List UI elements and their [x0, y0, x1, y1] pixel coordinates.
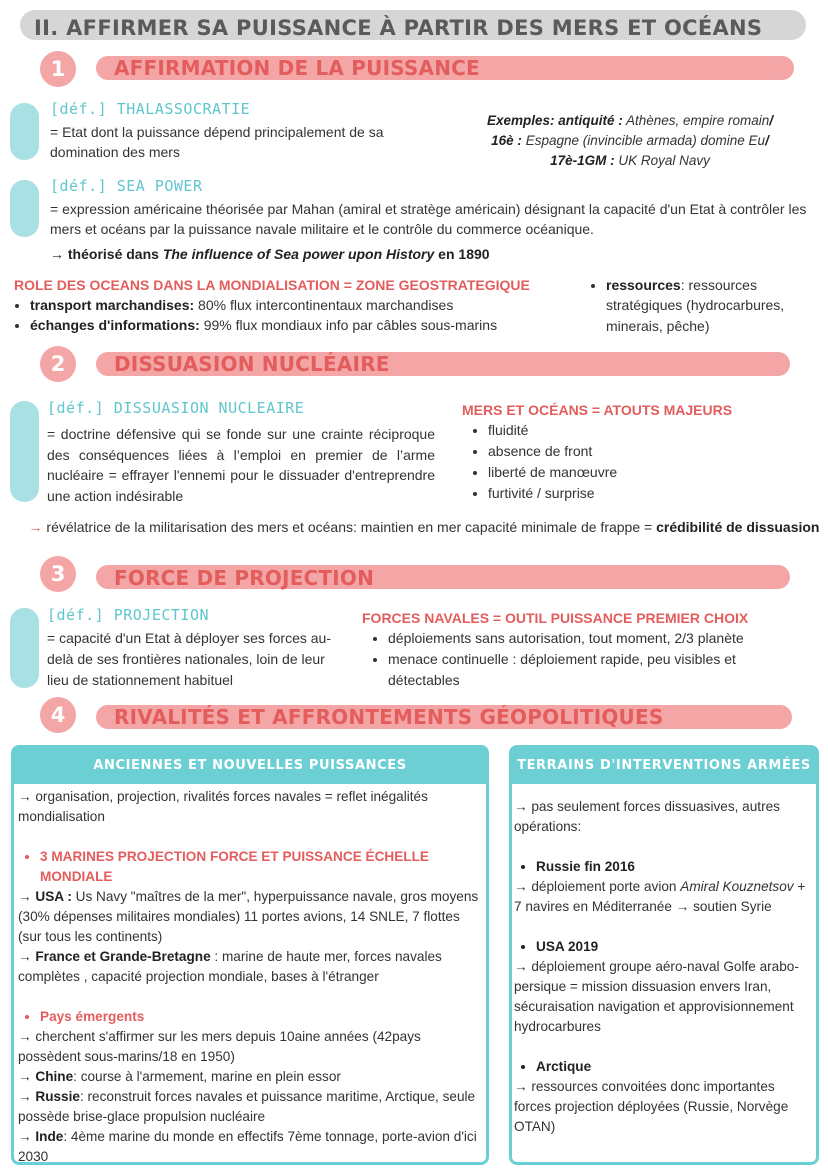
- interventions-box-body: [514, 797, 814, 1137]
- examples-separator: /: [769, 113, 774, 128]
- emergents-heading-list: [18, 1007, 484, 1027]
- examples-separator: /: [765, 133, 769, 148]
- list-item: • ressources: ressources stratégiques (hydrocarbures, minerais, pêche): [606, 275, 818, 336]
- forces-navales-list: [370, 628, 810, 691]
- dissuasion-definition: = doctrine défensive qui se fonde sur une crainte réciproque des conséquences liées à l’emploi en premier de l’arme nucléaire = effrayer l'ennemi pour le dissuader d'entreprendre une action indésirable: [47, 426, 435, 504]
- puissances-box-header: ANCIENNES ET NOUVELLES PUISSANCES: [14, 748, 486, 784]
- dissuasion-note-bold: crédibilité de dissuasion: [656, 519, 820, 535]
- sea-power-definition: = expression américaine théorisée par Mahan (amiral et stratège américain) désignant la capacité d'un Etat à contrôler les mers et océans par la puissance navale militaire et le contrôle du commerce océanique.: [50, 201, 807, 238]
- section-1-number: 1: [40, 51, 76, 87]
- puissances-box-body: [18, 787, 484, 1167]
- main-title-bar: [20, 10, 806, 40]
- theory-prefix: → théorisé dans: [50, 246, 163, 262]
- definition-pill: [10, 103, 39, 160]
- list-item: • furtivité / surprise: [488, 483, 810, 504]
- theory-book: The influence of Sea power upon History: [162, 246, 435, 262]
- chine-entry: → Chine: course à l'armement, marine en plein essor: [18, 1069, 341, 1084]
- examples-16: Espagne (invincible armada) domine Eu: [521, 133, 766, 148]
- marines-heading-list: [18, 847, 484, 887]
- emergents-entry: → cherchent s'affirmer sur les mers depuis 10aine années (42pays possèdent sous-marins/18 en 1950): [18, 1029, 421, 1064]
- examples-block: [440, 111, 820, 171]
- arctique-entry: → ressources convoitées donc importantes forces projection déployées (Russie, Norvège OTAN): [514, 1079, 789, 1134]
- dissuasion-label: [déf.] DISSUASION NUCLEAIRE: [47, 399, 305, 417]
- projection-definition: = capacité d'un Etat à déployer ses forces au-delà de ses frontières nationales, loin de leur lieu de stationnement habituel: [47, 630, 332, 688]
- list-item: • Russie fin 2016: [536, 857, 814, 877]
- theory-year: en 1890: [434, 246, 490, 262]
- definition-pill: [10, 401, 39, 502]
- section-4-number: 4: [40, 697, 76, 733]
- list-item: • déploiements sans autorisation, tout moment, 2/3 planète: [388, 628, 810, 649]
- list-item: • menace continuelle : déploiement rapide, peu visibles et détectables: [388, 649, 810, 691]
- usa-entry: → USA : Us Navy "maîtres de la mer", hyperpuissance navale, gros moyens (30% dépenses militaires mondiales) 11 portes avions, 14 SNLE, 7 flottes (sur tous les continents): [18, 889, 479, 944]
- list-item: • transport marchandises: 80% flux intercontinentaux marchandises: [30, 295, 582, 315]
- role-oceans-list: [12, 295, 582, 336]
- atouts-list: [470, 420, 810, 504]
- definition-pill: [10, 608, 39, 688]
- usa-2019-entry: → déploiement groupe aéro-naval Golfe arabo-persique = mission dissuasion envers Iran, sécuraisation navigation et approvisionnement hydrocarbures: [514, 959, 799, 1034]
- section-4-title: RIVALITÉS ET AFFRONTEMENTS GÉOPOLITIQUES: [114, 705, 664, 729]
- list-item: • 3 MARINES PROJECTION FORCE ET PUISSANCE ÉCHELLE MONDIALE: [40, 847, 484, 887]
- thalassocratie-label: [déf.] THALASSOCRATIE: [50, 100, 251, 118]
- resources-list: [588, 275, 818, 336]
- definition-pill: [10, 180, 39, 237]
- section-2-number: 2: [40, 346, 76, 382]
- examples-16-label: 16è :: [491, 133, 522, 148]
- list-item: • Arctique: [536, 1057, 814, 1077]
- list-item: • USA 2019: [536, 937, 814, 957]
- forces-navales-heading: FORCES NAVALES = OUTIL PUISSANCE PREMIER CHOIX: [362, 610, 749, 626]
- sea-power-theory: [50, 244, 490, 264]
- projection-label: [déf.] PROJECTION: [47, 606, 210, 624]
- list-item: • Pays émergents: [40, 1007, 484, 1027]
- france-uk-entry: → France et Grande-Bretagne : marine de haute mer, forces navales complètes , capacité projection mondiale, bases à l'étranger: [18, 949, 442, 984]
- atouts-heading: MERS ET OCÉANS = ATOUTS MAJEURS: [462, 402, 733, 418]
- inde-entry: → Inde: 4ème marine du monde en effectifs 7ème tonnage, porte-avion d'ici 2030: [18, 1129, 477, 1164]
- dissuasion-note-text: révélatrice de la militarisation des mers et océans: maintien en mer capacité minimale de frappe =: [42, 519, 657, 535]
- list-item: • fluidité: [488, 420, 810, 441]
- interventions-intro: → pas seulement forces dissuasives, autres opérations:: [514, 799, 780, 834]
- list-item: • liberté de manœuvre: [488, 462, 810, 483]
- russie-entry: → Russie: reconstruit forces navales et puissance maritime, Arctique, seule possède brise-glace propulsion nucléaire: [18, 1089, 476, 1124]
- examples-antiquity: Athènes, empire romain: [622, 113, 770, 128]
- list-item: • échanges d'informations: 99% flux mondiaux info par câbles sous-marins: [30, 315, 582, 335]
- role-oceans-heading: ROLE DES OCEANS DANS LA MONDIALISATION = ZONE GEOSTRATEGIQUE: [14, 277, 530, 293]
- thalassocratie-definition: = Etat dont la puissance dépend principalement de sa domination des mers: [50, 124, 384, 161]
- main-title: II. AFFIRMER SA PUISSANCE À PARTIR DES MERS ET OCÉANS: [34, 16, 763, 40]
- interventions-box: [509, 745, 819, 1165]
- interventions-box-header: TERRAINS D'INTERVENTIONS ARMÉES: [512, 748, 816, 784]
- sea-power-label: [déf.] SEA POWER: [50, 177, 203, 195]
- section-3-number: 3: [40, 556, 76, 592]
- list-item: • absence de front: [488, 441, 810, 462]
- examples-17-label: 17è-1GM :: [550, 153, 615, 168]
- section-3-title: FORCE DE PROJECTION: [114, 566, 375, 590]
- puissances-box: [11, 745, 489, 1165]
- section-2-title: DISSUASION NUCLÉAIRE: [114, 352, 390, 376]
- section-1-title: AFFIRMATION DE LA PUISSANCE: [114, 56, 480, 80]
- arrow-icon: →: [28, 519, 43, 535]
- examples-17: UK Royal Navy: [614, 153, 710, 168]
- russie-2016-entry: → déploiement porte avion Amiral Kouznetsov + 7 navires en Méditerranée → soutien Syrie: [514, 879, 806, 914]
- dissuasion-note: [24, 517, 824, 538]
- puissances-intro: → organisation, projection, rivalités forces navales = reflet inégalités mondialisation: [18, 789, 428, 824]
- examples-label: Exemples: antiquité :: [486, 113, 623, 128]
